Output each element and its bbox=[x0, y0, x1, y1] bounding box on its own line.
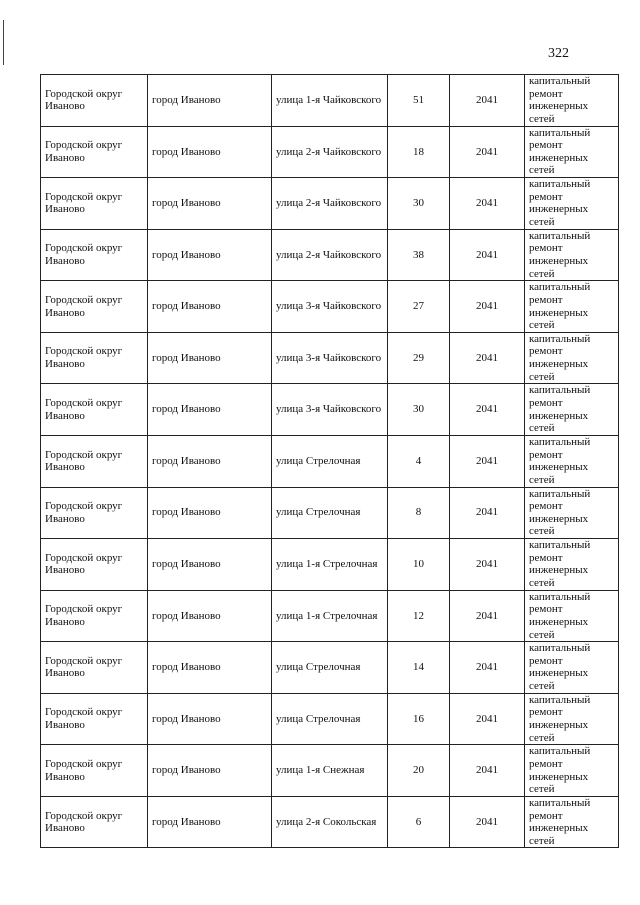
work-type-line: инженерных bbox=[529, 512, 589, 525]
work-type-line: сетей bbox=[529, 164, 555, 177]
work-type-line: капитальный bbox=[529, 178, 591, 191]
street-cell: улица Стрелочная bbox=[272, 642, 388, 694]
year-cell: 2041 bbox=[450, 435, 525, 487]
city-cell: город Иваново bbox=[148, 75, 272, 127]
municipality-cell: Городской округ Иваново bbox=[41, 539, 148, 591]
municipality-cell: Городской округ Иваново bbox=[41, 642, 148, 694]
street-cell: улица 1-я Стрелочная bbox=[272, 590, 388, 642]
work-type-cell bbox=[525, 75, 619, 127]
street-cell: улица 2-я Чайковского bbox=[272, 178, 388, 230]
house-number-cell: 16 bbox=[388, 693, 450, 745]
municipality-cell: Городской округ Иваново bbox=[41, 796, 148, 848]
table-row bbox=[41, 590, 619, 642]
year-cell: 2041 bbox=[450, 229, 525, 281]
work-type-line: сетей bbox=[529, 834, 555, 847]
work-type-line: инженерных bbox=[529, 306, 589, 319]
work-type-line: ремонт bbox=[529, 706, 563, 719]
house-number-cell: 29 bbox=[388, 332, 450, 384]
work-type-line: инженерных bbox=[529, 254, 589, 267]
year-cell: 2041 bbox=[450, 693, 525, 745]
work-type-line: инженерных bbox=[529, 409, 589, 422]
house-number-cell: 14 bbox=[388, 642, 450, 694]
table-row bbox=[41, 229, 619, 281]
work-type-cell bbox=[525, 126, 619, 178]
page-number: 322 bbox=[548, 46, 569, 61]
street-cell: улица 3-я Чайковского bbox=[272, 384, 388, 436]
house-number-cell: 6 bbox=[388, 796, 450, 848]
work-type-line: капитальный bbox=[529, 642, 591, 655]
city-cell: город Иваново bbox=[148, 590, 272, 642]
municipality-cell: Городской округ Иваново bbox=[41, 229, 148, 281]
work-type-cell bbox=[525, 745, 619, 797]
work-type-line: сетей bbox=[529, 370, 555, 383]
year-cell: 2041 bbox=[450, 745, 525, 797]
work-type-cell bbox=[525, 642, 619, 694]
register-table bbox=[40, 74, 619, 848]
work-type-line: ремонт bbox=[529, 757, 563, 770]
work-type-line: капитальный bbox=[529, 332, 591, 345]
city-cell: город Иваново bbox=[148, 384, 272, 436]
house-number-cell: 38 bbox=[388, 229, 450, 281]
year-cell: 2041 bbox=[450, 384, 525, 436]
street-cell: улица 2-я Сокольская bbox=[272, 796, 388, 848]
work-type-line: инженерных bbox=[529, 564, 589, 577]
year-cell: 2041 bbox=[450, 75, 525, 127]
work-type-line: ремонт bbox=[529, 242, 563, 255]
work-type-cell bbox=[525, 693, 619, 745]
year-cell: 2041 bbox=[450, 332, 525, 384]
municipality-cell: Городской округ Иваново bbox=[41, 693, 148, 745]
house-number-cell: 18 bbox=[388, 126, 450, 178]
house-number-cell: 51 bbox=[388, 75, 450, 127]
work-type-line: сетей bbox=[529, 731, 555, 744]
municipality-cell: Городской округ Иваново bbox=[41, 590, 148, 642]
work-type-cell bbox=[525, 178, 619, 230]
table-row bbox=[41, 796, 619, 848]
work-type-cell bbox=[525, 487, 619, 539]
house-number-cell: 8 bbox=[388, 487, 450, 539]
work-type-line: сетей bbox=[529, 525, 555, 538]
house-number-cell: 30 bbox=[388, 384, 450, 436]
work-type-line: капитальный bbox=[529, 590, 591, 603]
table-row bbox=[41, 384, 619, 436]
work-type-line: ремонт bbox=[529, 654, 563, 667]
work-type-line: капитальный bbox=[529, 384, 591, 397]
city-cell: город Иваново bbox=[148, 796, 272, 848]
municipality-cell: Городской округ Иваново bbox=[41, 745, 148, 797]
street-cell: улица 2-я Чайковского bbox=[272, 126, 388, 178]
work-type-cell bbox=[525, 590, 619, 642]
work-type-line: ремонт bbox=[529, 293, 563, 306]
work-type-cell bbox=[525, 435, 619, 487]
work-type-line: ремонт bbox=[529, 551, 563, 564]
street-cell: улица 2-я Чайковского bbox=[272, 229, 388, 281]
work-type-cell bbox=[525, 229, 619, 281]
work-type-cell bbox=[525, 384, 619, 436]
house-number-cell: 20 bbox=[388, 745, 450, 797]
municipality-cell: Городской округ Иваново bbox=[41, 75, 148, 127]
work-type-line: сетей bbox=[529, 473, 555, 486]
city-cell: город Иваново bbox=[148, 281, 272, 333]
city-cell: город Иваново bbox=[148, 178, 272, 230]
work-type-line: ремонт bbox=[529, 603, 563, 616]
work-type-line: инженерных bbox=[529, 358, 589, 371]
work-type-cell bbox=[525, 281, 619, 333]
work-type-line: инженерных bbox=[529, 667, 589, 680]
work-type-line: капитальный bbox=[529, 229, 591, 242]
year-cell: 2041 bbox=[450, 539, 525, 591]
work-type-line: сетей bbox=[529, 112, 555, 125]
year-cell: 2041 bbox=[450, 281, 525, 333]
table-row bbox=[41, 178, 619, 230]
work-type-line: инженерных bbox=[529, 151, 589, 164]
city-cell: город Иваново bbox=[148, 435, 272, 487]
city-cell: город Иваново bbox=[148, 642, 272, 694]
table-row bbox=[41, 126, 619, 178]
table-row bbox=[41, 435, 619, 487]
work-type-line: ремонт bbox=[529, 500, 563, 513]
work-type-line: сетей bbox=[529, 216, 555, 229]
work-type-cell bbox=[525, 796, 619, 848]
city-cell: город Иваново bbox=[148, 745, 272, 797]
work-type-line: капитальный bbox=[529, 539, 591, 552]
city-cell: город Иваново bbox=[148, 332, 272, 384]
table-row bbox=[41, 75, 619, 127]
work-type-line: инженерных bbox=[529, 461, 589, 474]
street-cell: улица Стрелочная bbox=[272, 693, 388, 745]
house-number-cell: 30 bbox=[388, 178, 450, 230]
work-type-line: капитальный bbox=[529, 745, 591, 758]
municipality-cell: Городской округ Иваново bbox=[41, 332, 148, 384]
table-row bbox=[41, 487, 619, 539]
work-type-line: инженерных bbox=[529, 100, 589, 113]
work-type-line: сетей bbox=[529, 576, 555, 589]
municipality-cell: Городской округ Иваново bbox=[41, 384, 148, 436]
table-row bbox=[41, 539, 619, 591]
work-type-line: капитальный bbox=[529, 487, 591, 500]
year-cell: 2041 bbox=[450, 796, 525, 848]
municipality-cell: Городской округ Иваново bbox=[41, 487, 148, 539]
work-type-line: капитальный bbox=[529, 435, 591, 448]
work-type-line: инженерных bbox=[529, 719, 589, 732]
year-cell: 2041 bbox=[450, 178, 525, 230]
city-cell: город Иваново bbox=[148, 539, 272, 591]
table-row bbox=[41, 693, 619, 745]
work-type-line: капитальный bbox=[529, 126, 591, 139]
street-cell: улица 3-я Чайковского bbox=[272, 281, 388, 333]
year-cell: 2041 bbox=[450, 487, 525, 539]
house-number-cell: 27 bbox=[388, 281, 450, 333]
work-type-cell bbox=[525, 332, 619, 384]
street-cell: улица 3-я Чайковского bbox=[272, 332, 388, 384]
work-type-line: ремонт bbox=[529, 87, 563, 100]
work-type-line: ремонт bbox=[529, 345, 563, 358]
work-type-line: инженерных bbox=[529, 770, 589, 783]
year-cell: 2041 bbox=[450, 126, 525, 178]
scan-edge-line bbox=[3, 20, 4, 65]
city-cell: город Иваново bbox=[148, 229, 272, 281]
work-type-line: капитальный bbox=[529, 281, 591, 294]
municipality-cell: Городской округ Иваново bbox=[41, 126, 148, 178]
year-cell: 2041 bbox=[450, 642, 525, 694]
city-cell: город Иваново bbox=[148, 487, 272, 539]
street-cell: улица Стрелочная bbox=[272, 435, 388, 487]
city-cell: город Иваново bbox=[148, 693, 272, 745]
work-type-line: ремонт bbox=[529, 190, 563, 203]
street-cell: улица 1-я Чайковского bbox=[272, 75, 388, 127]
house-number-cell: 10 bbox=[388, 539, 450, 591]
work-type-line: сетей bbox=[529, 422, 555, 435]
work-type-cell bbox=[525, 539, 619, 591]
work-type-line: ремонт bbox=[529, 397, 563, 410]
table-row bbox=[41, 642, 619, 694]
work-type-line: инженерных bbox=[529, 822, 589, 835]
work-type-line: инженерных bbox=[529, 203, 589, 216]
table-body bbox=[41, 75, 619, 848]
year-cell: 2041 bbox=[450, 590, 525, 642]
work-type-line: капитальный bbox=[529, 693, 591, 706]
work-type-line: ремонт bbox=[529, 139, 563, 152]
work-type-line: ремонт bbox=[529, 448, 563, 461]
work-type-line: инженерных bbox=[529, 615, 589, 628]
work-type-line: сетей bbox=[529, 680, 555, 693]
work-type-line: сетей bbox=[529, 783, 555, 796]
street-cell: улица 1-я Снежная bbox=[272, 745, 388, 797]
city-cell: город Иваново bbox=[148, 126, 272, 178]
municipality-cell: Городской округ Иваново bbox=[41, 435, 148, 487]
work-type-line: капитальный bbox=[529, 796, 591, 809]
work-type-line: капитальный bbox=[529, 75, 591, 87]
table-row bbox=[41, 745, 619, 797]
table-row bbox=[41, 281, 619, 333]
municipality-cell: Городской округ Иваново bbox=[41, 178, 148, 230]
table-row bbox=[41, 332, 619, 384]
municipality-cell: Городской округ Иваново bbox=[41, 281, 148, 333]
work-type-line: сетей bbox=[529, 319, 555, 332]
house-number-cell: 4 bbox=[388, 435, 450, 487]
street-cell: улица 1-я Стрелочная bbox=[272, 539, 388, 591]
work-type-line: сетей bbox=[529, 628, 555, 641]
work-type-line: ремонт bbox=[529, 809, 563, 822]
house-number-cell: 12 bbox=[388, 590, 450, 642]
street-cell: улица Стрелочная bbox=[272, 487, 388, 539]
work-type-line: сетей bbox=[529, 267, 555, 280]
